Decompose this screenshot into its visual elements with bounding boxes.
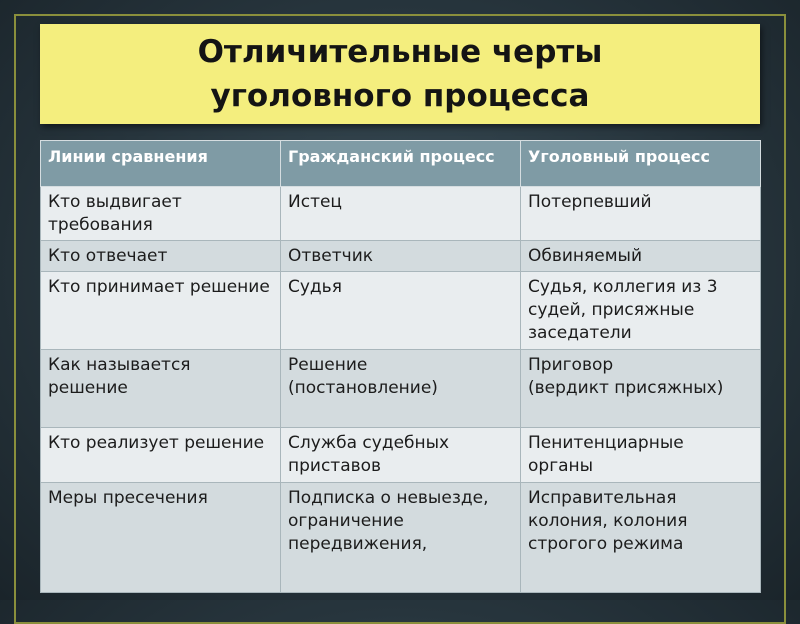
table-row (41, 483, 761, 593)
header-civil-process: Гражданский процесс (281, 141, 521, 187)
header-criminal-process: Уголовный процесс (521, 141, 761, 187)
criminal-cell: Пенитенциарные органы (521, 428, 761, 483)
table-row (41, 272, 761, 350)
row-label: Кто принимает решение (41, 272, 281, 350)
civil-cell: Решение (постановление) (281, 350, 521, 428)
header-comparison-lines: Линии сравнения (41, 141, 281, 187)
criminal-cell: Потерпевший (521, 187, 761, 241)
title-banner (40, 24, 760, 124)
table-row (41, 428, 761, 483)
criminal-cell: Приговор (вердикт присяжных) (521, 350, 761, 428)
row-label: Кто отвечает (41, 241, 281, 272)
title-line-1: Отличительные черты (197, 34, 603, 70)
comparison-table (40, 140, 761, 593)
row-label: Меры пресечения (41, 483, 281, 593)
row-label: Кто реализует решение (41, 428, 281, 483)
criminal-cell: Исправительная колония, колония строгого режима (521, 483, 761, 593)
civil-cell: Ответчик (281, 241, 521, 272)
civil-cell: Служба судебных приставов (281, 428, 521, 483)
criminal-cell: Обвиняемый (521, 241, 761, 272)
civil-cell: Судья (281, 272, 521, 350)
civil-cell: Истец (281, 187, 521, 241)
criminal-cell: Судья, коллегия из 3 судей, присяжные заседатели (521, 272, 761, 350)
row-label: Как называется решение (41, 350, 281, 428)
row-label: Кто выдвигает требования (41, 187, 281, 241)
slide-title (198, 30, 603, 118)
table-header-row (41, 141, 761, 187)
civil-cell: Подписка о невыезде, ограничение передвижения, (281, 483, 521, 593)
table-row (41, 241, 761, 272)
table-row (41, 187, 761, 241)
table-row (41, 350, 761, 428)
title-line-2: уголовного процесса (210, 78, 590, 114)
